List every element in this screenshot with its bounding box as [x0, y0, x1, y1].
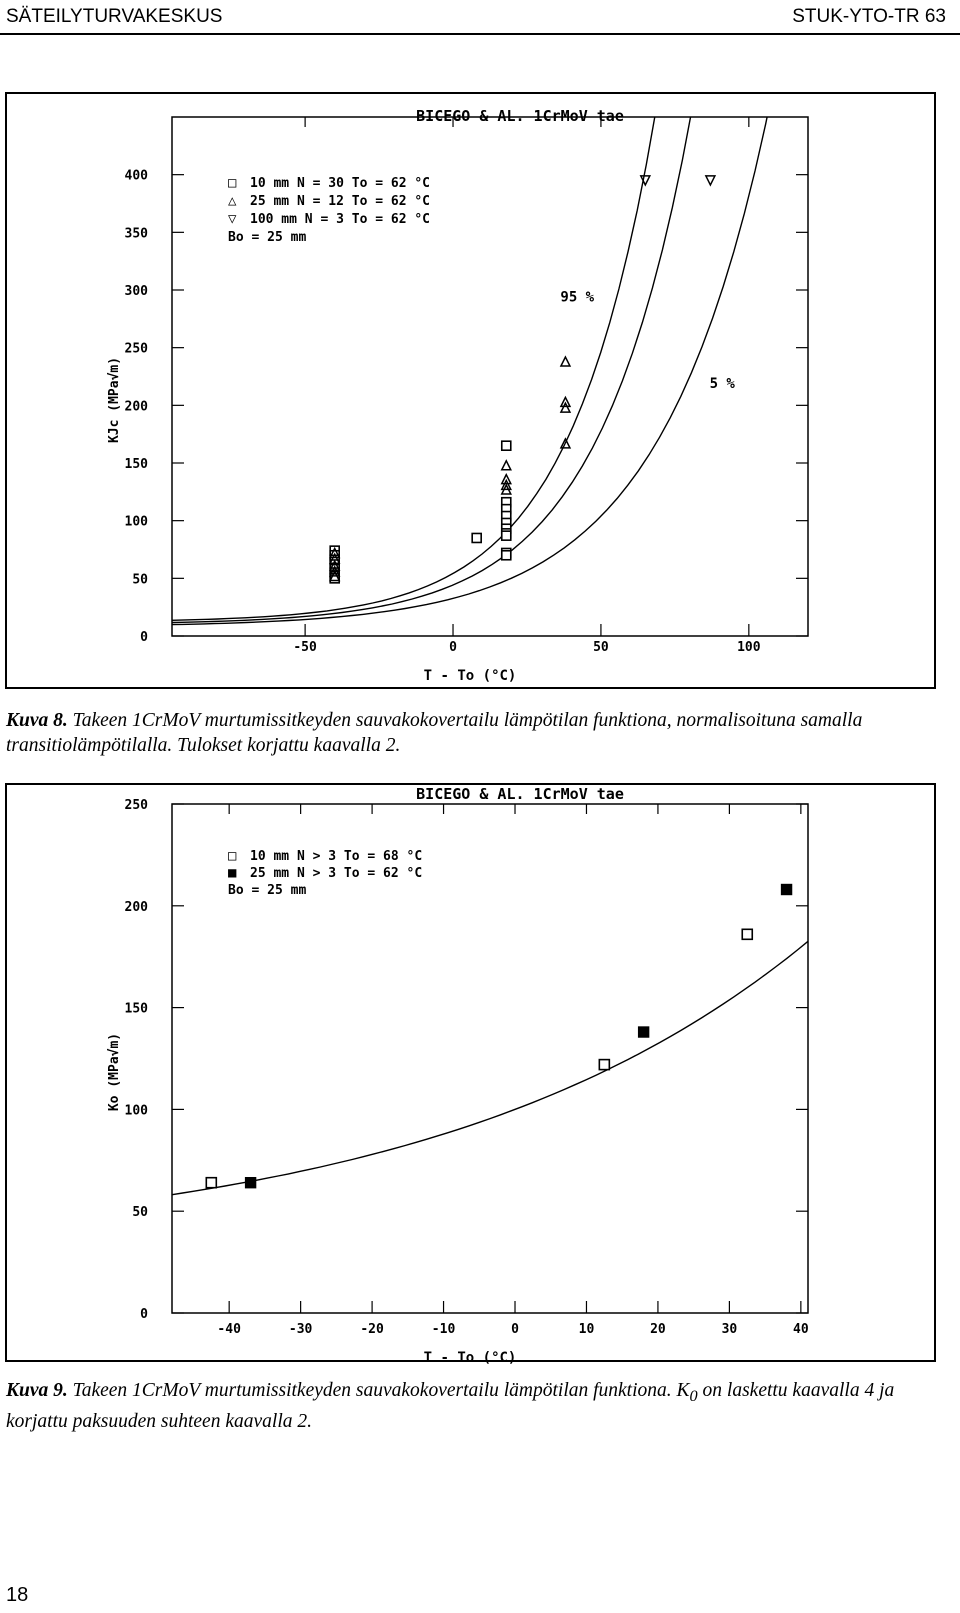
- y-tick-label: 50: [132, 1205, 148, 1221]
- data-point-square-open: [206, 1178, 216, 1188]
- x-tick-label: -10: [431, 1322, 456, 1337]
- data-point-square-open: [742, 929, 752, 939]
- y-tick-label: 200: [124, 399, 148, 415]
- chart-title: BICEGO & AL. 1CrMoV tae: [416, 107, 624, 125]
- caption-subscript: 0: [689, 1386, 698, 1405]
- y-tick-label: 0: [140, 1307, 148, 1322]
- figure-caption-9: [6, 1378, 951, 1434]
- y-tick-label: 150: [124, 1001, 148, 1017]
- data-point-square-filled: [782, 885, 792, 895]
- y-tick-label: 150: [124, 457, 148, 472]
- y-tick-label: 0: [140, 630, 148, 645]
- x-axis-label: T - To (°C): [423, 668, 517, 684]
- curve-annotation: 95 %: [560, 289, 595, 306]
- legend-marker: ▽: [228, 211, 237, 227]
- running-header-left: SÄTEILYTURVAKESKUS: [6, 6, 223, 27]
- caption-text: Takeen 1CrMoV murtumissitkeyden sauvakokovertailu lämpötilan funktiona. K: [72, 1380, 690, 1401]
- figure-caption-8: [6, 708, 951, 758]
- curve-annotation: 5 %: [709, 376, 735, 393]
- x-tick-label: 100: [737, 640, 761, 655]
- y-axis-label: Ko (MPa√m): [107, 1032, 122, 1112]
- y-tick-label: 300: [124, 284, 148, 299]
- legend-entry: 25 mm N > 3 To = 62 °C: [250, 866, 423, 881]
- x-tick-label: -30: [288, 1322, 313, 1337]
- legend-marker: □: [228, 848, 237, 864]
- legend-marker: ■: [228, 865, 237, 881]
- caption-text: Takeen 1CrMoV murtumissitkeyden sauvakokovertailu lämpötilan funktiona, normalisoituna samalla transitiolämpötilalla. Tulokset korjattu kaavalla 2.: [6, 710, 863, 756]
- legend-entry: 10 mm N = 30 To = 62 °C: [250, 176, 431, 191]
- x-axis-label: T - To (°C): [423, 1350, 517, 1366]
- figure-frame: [6, 784, 935, 1361]
- x-tick-label: 0: [449, 640, 457, 655]
- y-axis-label: KJc (MPa√m): [107, 356, 122, 444]
- running-header-right: STUK-YTO-TR 63: [792, 6, 946, 27]
- y-tick-label: 100: [124, 1103, 148, 1119]
- y-tick-label: 100: [124, 514, 148, 530]
- chart-title: BICEGO & AL. 1CrMoV tae: [416, 785, 624, 803]
- caption-text-cont: on laskettu kaavalla 4 ja korjattu paksuuden suhteen kaavalla 2.: [6, 1380, 895, 1432]
- y-tick-label: 400: [124, 168, 148, 184]
- x-tick-label: 0: [511, 1322, 519, 1337]
- caption-label: Kuva 9.: [6, 1380, 68, 1401]
- x-tick-label: -50: [293, 640, 317, 655]
- x-tick-label: 40: [793, 1322, 809, 1337]
- x-tick-label: 10: [578, 1322, 595, 1337]
- x-tick-label: 50: [593, 640, 609, 655]
- caption-label: Kuva 8.: [6, 710, 68, 731]
- y-tick-label: 250: [124, 341, 148, 357]
- legend-entry: 100 mm N = 3 To = 62 °C: [250, 212, 431, 227]
- x-tick-label: -40: [217, 1322, 241, 1337]
- legend-marker: △: [228, 193, 237, 209]
- curve-fit: [172, 941, 808, 1194]
- legend-entry: 25 mm N = 12 To = 62 °C: [250, 194, 431, 209]
- x-tick-label: 20: [650, 1322, 666, 1337]
- y-tick-label: 200: [124, 899, 148, 915]
- page-number: 18: [6, 1584, 29, 1606]
- legend-entry: Bo = 25 mm: [228, 883, 307, 898]
- legend-entry: Bo = 25 mm: [228, 230, 307, 245]
- data-point-square-open: [599, 1060, 609, 1070]
- legend-entry: 10 mm N > 3 To = 68 °C: [250, 849, 423, 864]
- y-tick-label: 250: [124, 798, 148, 813]
- x-tick-label: -20: [360, 1322, 384, 1337]
- data-point-square-filled: [639, 1027, 649, 1037]
- x-tick-label: 30: [721, 1322, 738, 1337]
- y-tick-label: 50: [132, 572, 148, 588]
- legend-marker: □: [228, 175, 237, 191]
- y-tick-label: 350: [124, 226, 148, 242]
- data-point-square-filled: [246, 1178, 256, 1188]
